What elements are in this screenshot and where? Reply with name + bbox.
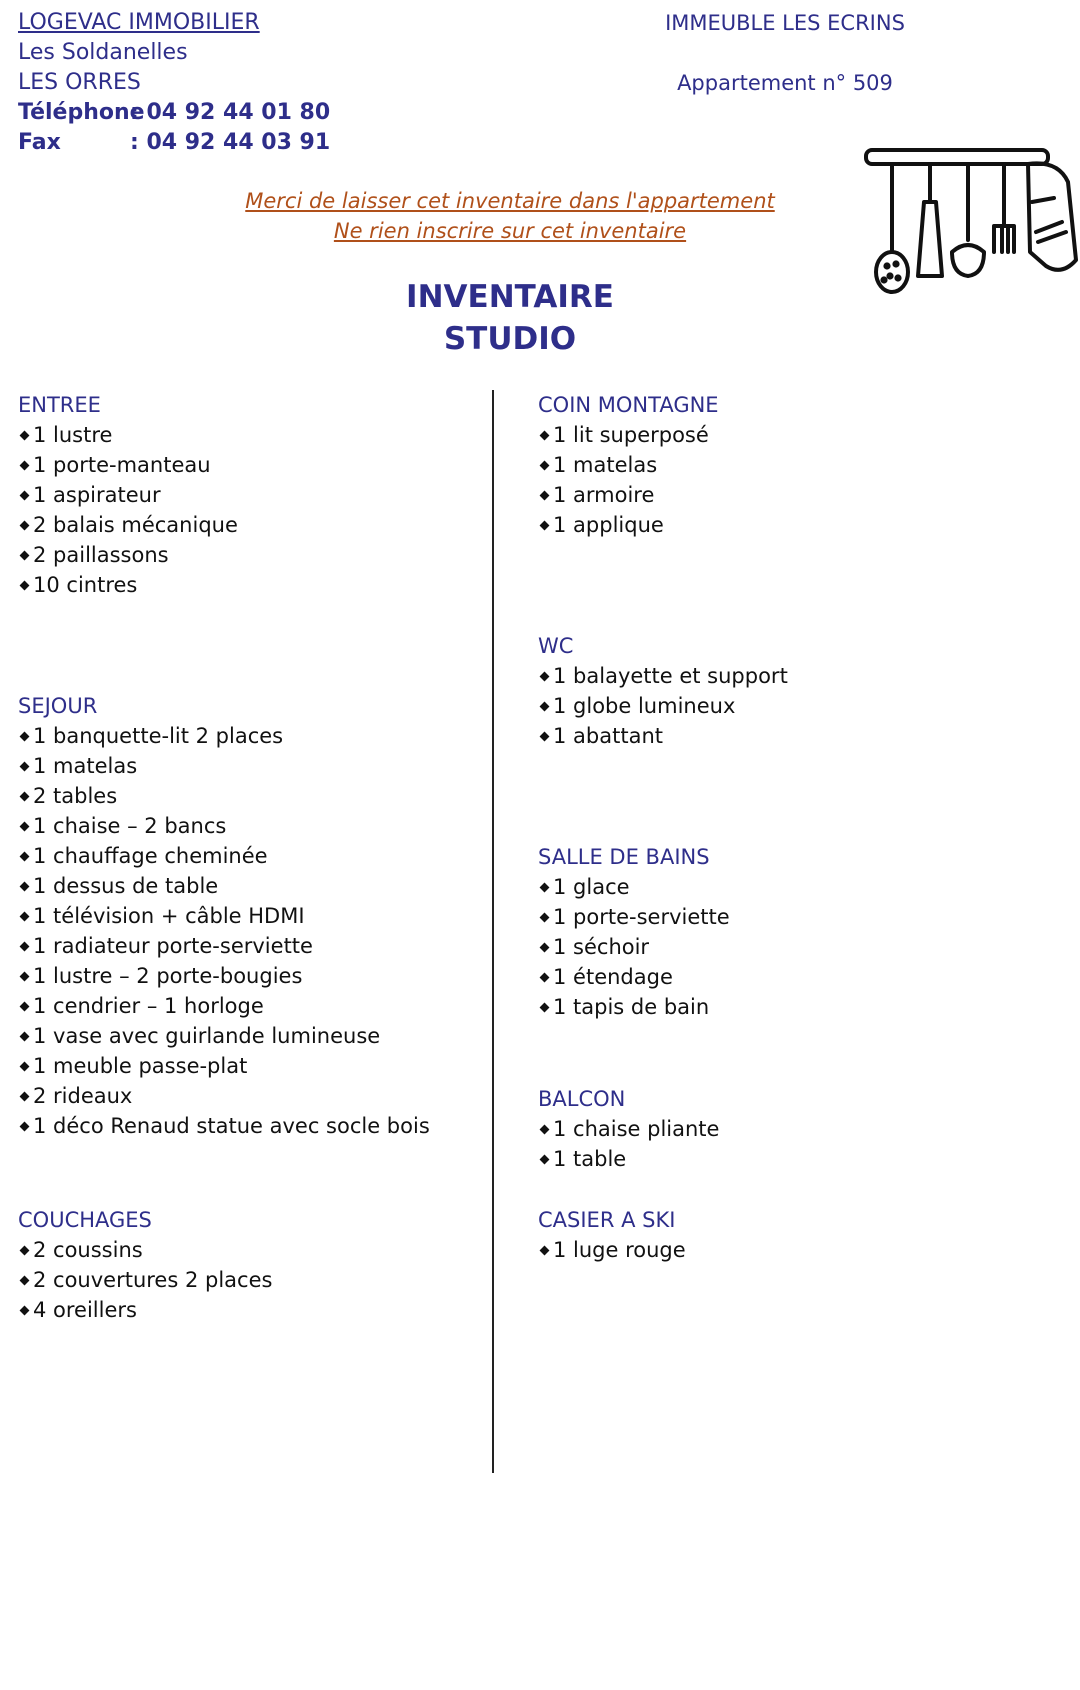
list-item — [18, 1021, 430, 1051]
bullet-icon — [540, 430, 550, 440]
item-text: 1 table — [553, 1147, 627, 1171]
item-text: 1 porte-manteau — [33, 453, 211, 477]
notice-do-not-write: Ne rien inscrire sur cet inventaire — [333, 219, 687, 243]
list-item — [18, 781, 430, 811]
agency-address-line2: LES ORRES — [18, 70, 141, 95]
bullet-icon — [20, 1091, 30, 1101]
bullet-icon — [540, 731, 550, 741]
bullet-icon — [540, 972, 550, 982]
list-item — [18, 1111, 430, 1141]
item-text: 1 globe lumineux — [553, 694, 736, 718]
bullet-icon — [540, 1124, 550, 1134]
section-title: CASIER A SKI — [538, 1208, 676, 1232]
item-list — [538, 1114, 719, 1174]
list-item — [538, 932, 730, 962]
bullet-icon — [20, 731, 30, 741]
list-item — [538, 962, 730, 992]
item-text: 2 paillassons — [33, 543, 169, 567]
list-item — [538, 661, 788, 691]
bullet-icon — [540, 912, 550, 922]
item-text: 10 cintres — [33, 573, 138, 597]
list-item — [18, 841, 430, 871]
item-text: 1 chauffage cheminée — [33, 844, 268, 868]
list-item — [18, 721, 430, 751]
list-item — [18, 480, 238, 510]
list-item — [538, 872, 730, 902]
list-item — [538, 420, 719, 450]
phone-value: : 04 92 44 01 80 — [130, 100, 331, 125]
item-list — [18, 721, 430, 1141]
bullet-icon — [20, 460, 30, 470]
item-text: 2 balais mécanique — [33, 513, 238, 537]
bullet-icon — [20, 1121, 30, 1131]
item-text: 1 radiateur porte-serviette — [33, 934, 313, 958]
section-title: COIN MONTAGNE — [538, 393, 719, 417]
bullet-icon — [20, 761, 30, 771]
list-item — [18, 931, 430, 961]
bullet-icon — [20, 881, 30, 891]
list-item — [538, 992, 730, 1022]
bullet-icon — [540, 671, 550, 681]
agency-block — [18, 8, 330, 158]
list-item — [538, 450, 719, 480]
bullet-icon — [20, 911, 30, 921]
item-text: 1 balayette et support — [553, 664, 788, 688]
item-list — [538, 661, 788, 751]
building-block — [650, 8, 920, 98]
bullet-icon — [20, 580, 30, 590]
bullet-icon — [20, 851, 30, 861]
bullet-icon — [540, 490, 550, 500]
item-text: 1 chaise – 2 bancs — [33, 814, 227, 838]
document-title — [260, 276, 760, 360]
bullet-icon — [20, 1275, 30, 1285]
list-item — [18, 1235, 272, 1265]
agency-name: LOGEVAC IMMOBILIER — [18, 10, 260, 35]
kitchen-utensils-rack-icon — [862, 142, 1078, 302]
bullet-icon — [540, 1245, 550, 1255]
item-list — [538, 1235, 686, 1265]
item-text: 1 lustre – 2 porte-bougies — [33, 964, 303, 988]
list-item — [18, 811, 430, 841]
list-item — [18, 991, 430, 1021]
bullet-icon — [20, 490, 30, 500]
bullet-icon — [20, 520, 30, 530]
fax-row — [18, 128, 330, 158]
item-list — [18, 420, 238, 600]
item-text: 1 applique — [553, 513, 664, 537]
section-title: SEJOUR — [18, 694, 98, 718]
bullet-icon — [20, 971, 30, 981]
item-text: 1 chaise pliante — [553, 1117, 720, 1141]
bullet-icon — [20, 791, 30, 801]
item-text: 1 lustre — [33, 423, 113, 447]
item-text: 1 séchoir — [553, 935, 650, 959]
item-text: 1 abattant — [553, 724, 663, 748]
list-item — [18, 510, 238, 540]
list-item — [18, 1265, 272, 1295]
bullet-icon — [540, 882, 550, 892]
list-item — [18, 570, 238, 600]
item-text: 2 coussins — [33, 1238, 143, 1262]
bullet-icon — [20, 1001, 30, 1011]
bullet-icon — [20, 941, 30, 951]
phone-label: Téléphone — [18, 100, 145, 125]
building-name: IMMEUBLE LES ECRINS — [665, 11, 905, 35]
fax-value: : 04 92 44 03 91 — [130, 130, 331, 155]
phone-row — [18, 98, 330, 128]
list-item — [18, 871, 430, 901]
item-text: 1 porte-serviette — [553, 905, 730, 929]
item-list — [18, 1235, 272, 1325]
title-line2: STUDIO — [443, 321, 577, 357]
section-balcon — [538, 1084, 719, 1174]
list-item — [18, 1295, 272, 1325]
bullet-icon — [540, 460, 550, 470]
item-list — [538, 872, 730, 1022]
notice-block — [160, 186, 860, 246]
item-text: 2 rideaux — [33, 1084, 133, 1108]
section-entree — [18, 390, 238, 600]
title-line1: INVENTAIRE — [406, 279, 614, 315]
item-text: 2 tables — [33, 784, 118, 808]
section-salle-de-bains — [538, 842, 730, 1022]
list-item — [18, 901, 430, 931]
item-text: 1 vase avec guirlande lumineuse — [33, 1024, 381, 1048]
section-couchages — [18, 1205, 272, 1325]
bullet-icon — [540, 1002, 550, 1012]
item-text: 1 meuble passe-plat — [33, 1054, 248, 1078]
apartment-number: Appartement n° 509 — [677, 71, 893, 95]
agency-address-line1: Les Soldanelles — [18, 40, 188, 65]
section-title: ENTREE — [18, 393, 101, 417]
bullet-icon — [20, 550, 30, 560]
item-text: 1 dessus de table — [33, 874, 219, 898]
section-title: SALLE DE BAINS — [538, 845, 710, 869]
list-item — [18, 450, 238, 480]
list-item — [18, 1051, 430, 1081]
item-text: 4 oreillers — [33, 1298, 137, 1322]
item-text: 1 armoire — [553, 483, 655, 507]
bullet-icon — [20, 1245, 30, 1255]
bullet-icon — [20, 430, 30, 440]
item-list — [538, 420, 719, 540]
list-item — [538, 691, 788, 721]
bullet-icon — [540, 942, 550, 952]
item-text: 1 télévision + câble HDMI — [33, 904, 305, 928]
section-title: COUCHAGES — [18, 1208, 152, 1232]
bullet-icon — [540, 1154, 550, 1164]
item-text: 1 déco Renaud statue avec socle bois — [33, 1114, 430, 1138]
list-item — [18, 1081, 430, 1111]
item-text: 1 aspirateur — [33, 483, 161, 507]
item-text: 1 banquette-lit 2 places — [33, 724, 284, 748]
bullet-icon — [540, 520, 550, 530]
notice-leave-inventory: Merci de laisser cet inventaire dans l'appartement — [245, 189, 775, 213]
item-text: 1 étendage — [553, 965, 673, 989]
section-coin-montagne — [538, 390, 719, 540]
item-text: 1 luge rouge — [553, 1238, 686, 1262]
list-item — [538, 902, 730, 932]
section-title: WC — [538, 634, 574, 658]
list-item — [18, 961, 430, 991]
list-item — [538, 721, 788, 751]
section-wc — [538, 631, 788, 751]
section-casier-a-ski — [538, 1205, 686, 1265]
list-item — [538, 1144, 719, 1174]
item-text: 2 couvertures 2 places — [33, 1268, 273, 1292]
list-item — [538, 1235, 686, 1265]
item-text: 1 matelas — [553, 453, 658, 477]
list-item — [538, 1114, 719, 1144]
section-title: BALCON — [538, 1087, 626, 1111]
list-item — [538, 510, 719, 540]
item-text: 1 lit superposé — [553, 423, 709, 447]
bullet-icon — [20, 1031, 30, 1041]
item-text: 1 tapis de bain — [553, 995, 710, 1019]
bullet-icon — [540, 701, 550, 711]
bullet-icon — [20, 1305, 30, 1315]
fax-label: Fax — [18, 130, 61, 155]
item-text: 1 matelas — [33, 754, 138, 778]
item-text: 1 glace — [553, 875, 630, 899]
column-divider — [492, 390, 494, 1473]
list-item — [538, 480, 719, 510]
bullet-icon — [20, 1061, 30, 1071]
list-item — [18, 420, 238, 450]
bullet-icon — [20, 821, 30, 831]
item-text: 1 cendrier – 1 horloge — [33, 994, 264, 1018]
list-item — [18, 751, 430, 781]
list-item — [18, 540, 238, 570]
section-sejour — [18, 691, 430, 1141]
